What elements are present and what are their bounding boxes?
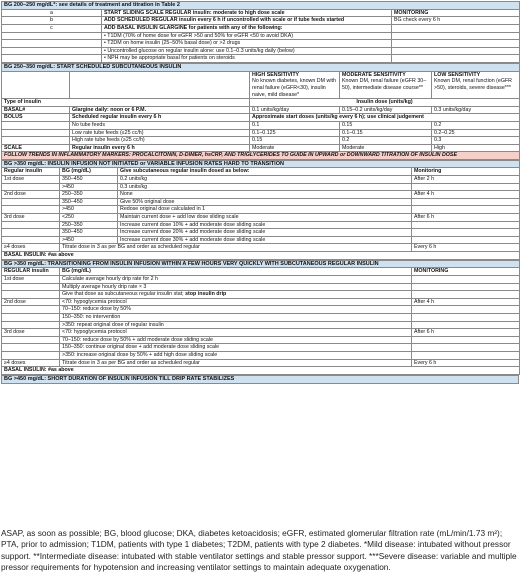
col-regular-insulin: REGULAR insulin [2, 268, 60, 276]
monitoring-value [392, 24, 520, 32]
dose-step [2, 351, 60, 359]
inflammatory-markers-note: FOLLOW TRENDS IN INFLAMMATORY MARKERS: PROCALCITONIN, D-DIMER, hsCRP, AND TRIGLYCERIDES TO GUIDE IN UPWARD or DOWNWARD TITRATION OF INSULIN DOSE [2, 152, 520, 159]
bullet-item: • T1DM (70% of home dose for eGFR >50 and 50% for eGFR <50 to avoid DKA) [102, 32, 392, 40]
dose-text: Redose original dose calculated in 1 [118, 206, 412, 214]
dose-text: Increase current dose 10% + add moderate dose sliding scale [118, 221, 412, 229]
monitoring-value: After 6 h [412, 329, 520, 337]
step-text: 150–350: continue original dose + add moderate dose sliding scale [60, 344, 412, 352]
feed-moderate: 0.1–0.15 [340, 129, 432, 137]
scale-text: Regular insulin every 6 h [70, 144, 250, 152]
bg-range: 350–450 [60, 176, 118, 184]
monitoring-value [412, 344, 520, 352]
dose-step [2, 229, 60, 237]
bullet-item: • Uncontrolled glucose on regular insulin alone: use 0.1–0.3 units/kg daily (below) [102, 47, 392, 55]
monitoring-value: BG check every 6 h [392, 17, 520, 25]
basal-label: BASAL# [2, 106, 70, 114]
dose-text: Increase current dose 20% + add moderate dose sliding scale [118, 229, 412, 237]
dose-step: 2nd dose [2, 298, 60, 306]
col-regular-insulin: Regular insulin [2, 168, 60, 176]
section-header: BG >350 mg/dL: TRANSITIONING FROM INSULIN INFUSION WITHIN A FEW HOURS VERY QUICKLY WITH SUBCUTANEOUS REGULAR INSULIN [2, 260, 520, 268]
step-text: 70–150: reduce dose by 50% + add moderate dose sliding scale [60, 336, 412, 344]
scale-high: Moderate [250, 144, 340, 152]
dose-step [2, 336, 60, 344]
bullet-item: • T2DM on home insulin (25–50% basal dose) or >2 drugs [102, 40, 392, 48]
col-dose: Give subcutaneous regular insulin dosed as below: [118, 168, 412, 176]
stop-drip-text: stop insulin drip [185, 291, 227, 298]
row-key: b [2, 17, 102, 25]
basal-insulin-note: BASAL INSULIN: #as above [2, 367, 520, 375]
type-of-insulin-label: Type of insulin [2, 99, 250, 107]
scale-moderate: Moderate [340, 144, 432, 152]
feed-low: 0.2–0.25 [432, 129, 520, 137]
bg-range: <250 [60, 214, 118, 222]
row-text: START SLIDING SCALE REGULAR insulin: moderate to high dose scale [102, 9, 392, 17]
monitoring-value [412, 206, 520, 214]
dose-step [2, 283, 60, 291]
monitoring-value [412, 306, 520, 314]
section-header: BG >350 mg/dL: INSULIN INFUSION NOT INITIATED or VARIABLE INFUSION RATES HARD TO TRANSITION [2, 160, 520, 168]
monitoring-value: After 4 h [412, 191, 520, 199]
table-footnote: ASAP, as soon as possible; BG, blood glucose; DKA, diabetes ketoacidosis; eGFR, estimated glomerular filtration rate (mL/min/1.73 m²); PTA, prior to admission; T1DM, patients with type 1 diabetes; T2DM, patients with type 2 diabetes. *Mild disease: intubated without pressor support. **Intermediate disease: intubated with stable ventilator settings and stable pressor support. ***Severe disease: variable and multiple pressor requirements for hypotension and increasing ventilator settings to maintain adequate oxygenation. [1, 528, 517, 573]
scale-low: High [432, 144, 520, 152]
monitoring-value: Every 6 h [412, 359, 520, 367]
step-text: <70: hypoglycemia protocol [60, 298, 412, 306]
bg-range: >450 [60, 236, 118, 244]
high-sensitivity-cell: HIGH SENSITIVITY No known diabetes, known DM with renal failure (eGFR<30), insulin naive, mild disease* [250, 71, 340, 98]
dose-text: 0.2 units/kg [118, 176, 412, 184]
bg-range: 350–450 [60, 229, 118, 237]
dose-text: Titrate dose in 3 as per BG and order as scheduled regular [60, 244, 412, 252]
dose-step [2, 344, 60, 352]
step-text: Give that dose as subcutaneous regular insulin stat; stop insulin drip [60, 291, 412, 299]
col-bg: BG (mg/dL) [60, 168, 118, 176]
monitoring-value [412, 236, 520, 244]
bg-range: 250–350 [60, 221, 118, 229]
dose-step: 3rd dose [2, 214, 60, 222]
section-header: BG >450 mg/dL: SHORT DURATION OF INSULIN INFUSION TILL DRIP RATE STABILIZES [2, 375, 519, 383]
feed-label: High rate tube feeds (≥25 cc/h) [70, 137, 250, 145]
monitoring-value: After 2 h [412, 176, 520, 184]
monitoring-value: Every 6 h [412, 244, 520, 252]
monitoring-value [412, 321, 520, 329]
dose-step: ≥4 doses [2, 244, 60, 252]
dose-step [2, 206, 60, 214]
basal-text: Glargine daily: noon or 6 P.M. [70, 106, 250, 114]
moderate-sensitivity-cell: MODERATE SENSITIVITY Known DM, renal failure (eGFR 30–50), intermediate disease course** [340, 71, 432, 98]
monitoring-value [412, 198, 520, 206]
dose-text: Give 50% original dose [118, 198, 412, 206]
feed-moderate: 0.2 [340, 137, 432, 145]
row-text: ADD SCHEDULED REGULAR insulin every 6 h if uncontrolled with scale or if tube feeds started [102, 17, 392, 25]
insulin-dose-label: Insulin dose (units/kg) [250, 99, 520, 107]
monitoring-value [412, 183, 520, 191]
dose-text: Increase current dose 30% + add moderate dose sliding scale [118, 236, 412, 244]
feed-moderate: 0.15 [340, 121, 432, 129]
step-text: Titrate dose in 3 as per BG and order as scheduled regular [60, 359, 412, 367]
monitoring-value [412, 313, 520, 321]
dose-text: None [118, 191, 412, 199]
section-bg-200-250 [1, 1, 520, 63]
dose-text: 0.3 units/kg [118, 183, 412, 191]
section-bg-over-350-transition [1, 260, 520, 375]
monitoring-value [412, 221, 520, 229]
bullet-item: • NPH may be appropriate basal for patients on steroids [102, 55, 392, 63]
monitoring-value: After 4 h [412, 298, 520, 306]
bg-range: >450 [60, 206, 118, 214]
feed-low: 0.3 [432, 137, 520, 145]
feed-high: 0.15 [250, 137, 340, 145]
feed-label: No tube feeds [70, 121, 250, 129]
section-header: BG 200–250 mg/dL*: see details of treatment and titration in Table 2 [2, 2, 520, 10]
feed-low: 0.2 [432, 121, 520, 129]
monitoring-value [412, 351, 520, 359]
dose-step: 1st dose [2, 276, 60, 284]
insulin-protocol-table [1, 1, 519, 384]
row-key: a [2, 9, 102, 17]
step-text: 150–350: no intervention [60, 313, 412, 321]
section-bg-250-350 [1, 63, 520, 160]
dose-step [2, 198, 60, 206]
monitoring-value [412, 336, 520, 344]
bg-range: >450 [60, 183, 118, 191]
feed-high: 0.1 [250, 121, 340, 129]
basal-high: 0.1 units/kg/day [250, 106, 340, 114]
monitoring-value [412, 276, 520, 284]
dose-step [2, 236, 60, 244]
step-text: <70: hypoglycemia protocol [60, 329, 412, 337]
step-text: Calculate average hourly drip rate for 2 h [60, 276, 412, 284]
basal-low: 0.3 units/kg/day [432, 106, 520, 114]
bolus-text: Scheduled regular insulin every 6 h [70, 114, 250, 122]
step-text: 70–150: reduce dose by 50% [60, 306, 412, 314]
row-text: ADD BASAL INSULIN GLARGINE for patients with any of the following: [102, 24, 392, 32]
col-monitoring: Monitoring [412, 168, 520, 176]
bolus-label: BOLUS [2, 114, 70, 122]
dose-text: Maintain current dose + add low dose sliding scale [118, 214, 412, 222]
step-text: Multiply average hourly drip rate × 3 [60, 283, 412, 291]
section-bg-over-450 [1, 375, 519, 384]
dose-step: 1st dose [2, 176, 60, 184]
dose-step: 3rd dose [2, 329, 60, 337]
monitoring-label: MONITORING [392, 9, 520, 17]
col-monitoring: MONITORING [412, 268, 520, 276]
bg-range: 250–350 [60, 191, 118, 199]
dose-step [2, 313, 60, 321]
basal-insulin-note: BASAL INSULIN: #as above [2, 252, 520, 260]
monitoring-value [412, 283, 520, 291]
dose-step [2, 321, 60, 329]
dose-step [2, 221, 60, 229]
monitoring-value [412, 229, 520, 237]
dose-step: 2nd dose [2, 191, 60, 199]
feed-high: 0.1–0.125 [250, 129, 340, 137]
step-text: >350: repeat original dose of regular insulin [60, 321, 412, 329]
dose-step [2, 306, 60, 314]
bolus-note: Approximate start doses (units/kg every 6 h); use clinical judgement [250, 114, 520, 122]
monitoring-value: After 6 h [412, 214, 520, 222]
dose-step: ≥4 doses [2, 359, 60, 367]
dose-step [2, 183, 60, 191]
low-sensitivity-cell: LOW SENSITIVITY Known DM, renal function (eGFR >50), steroids, severe disease*** [432, 71, 520, 98]
step-text: >350: increase original dose by 50% + add high dose sliding scale [60, 351, 412, 359]
dose-step [2, 291, 60, 299]
scale-label: SCALE [2, 144, 70, 152]
monitoring-value [412, 291, 520, 299]
col-bg: BG (mg/dL) [60, 268, 412, 276]
row-key: c [2, 24, 102, 32]
section-bg-over-350-no-infusion [1, 160, 520, 260]
basal-moderate: 0.15–0.2 units/kg/day [340, 106, 432, 114]
section-header: BG 250–350 mg/dL: START SCHEDULED SUBCUTANEOUS INSULIN [2, 63, 520, 71]
bg-range: 350–450 [60, 198, 118, 206]
feed-label: Low rate tube feeds (≤25 cc/h) [70, 129, 250, 137]
